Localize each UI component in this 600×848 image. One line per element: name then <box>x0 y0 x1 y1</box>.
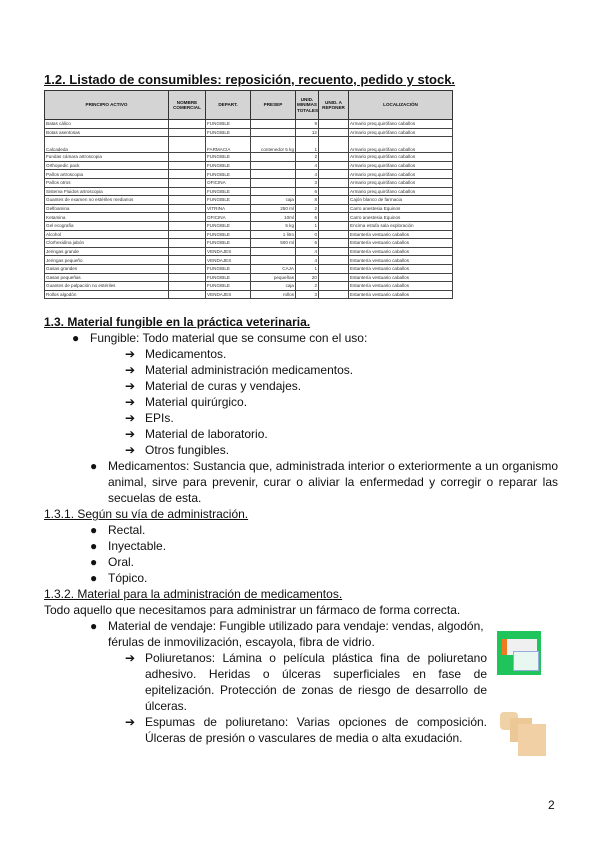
column-header: PRINCIPIO ACTIVO <box>45 91 169 120</box>
table-cell <box>169 247 206 256</box>
table-cell: Estantería vestuario caballos <box>349 282 453 291</box>
table-cell: Jeringas pequeño <box>45 256 169 265</box>
table-cell <box>319 204 349 213</box>
table-cell: VITRINA <box>206 204 251 213</box>
polyurethane-film-image <box>497 631 541 675</box>
bullet-fungible: ● Fungible: Todo material que se consume con el uso: <box>72 331 368 345</box>
table-row <box>45 256 453 265</box>
table-cell: Estantería vestuario caballos <box>349 290 453 299</box>
table-cell <box>169 196 206 205</box>
bullet-medicamentos: ● Medicamentos: Sustancia que, administrada interior o exteriormente a un organismo animal, sirve para prevenir, curar o aliviar la enfermedad y corregir o reparar las secuelas de esta. <box>90 459 558 505</box>
table-cell: Paños otros <box>45 178 169 187</box>
table-cell: 0 <box>296 230 319 239</box>
table-cell: FARMACIA <box>206 137 251 153</box>
table-cell: Ketamina <box>45 213 169 222</box>
table-cell: 250 ml <box>251 204 296 213</box>
table-row <box>45 196 453 205</box>
table-cell: Rollos algodón <box>45 290 169 299</box>
table-cell: Cajón blanco de farmacia <box>349 196 453 205</box>
table-cell: Paños artroscopia <box>45 170 169 179</box>
column-header: UNID. MINIMAS TOTALES <box>296 91 319 120</box>
table-cell: Botas asentosas <box>45 128 169 137</box>
table-cell: Armario preq.quirófano caballos <box>349 153 453 162</box>
table-cell <box>319 239 349 248</box>
table-row <box>45 120 453 129</box>
table-cell <box>169 204 206 213</box>
table-cell: Estantería vestuario caballos <box>349 256 453 265</box>
table-cell: contenedor 5 kg <box>251 137 296 153</box>
table-cell <box>169 256 206 265</box>
table-row <box>45 137 453 153</box>
table-cell <box>319 170 349 179</box>
table-cell: FUNGIBLE <box>206 239 251 248</box>
table-cell: FUNGIBLE <box>206 153 251 162</box>
table-cell: Guantes de examen no estériles medianos <box>45 196 169 205</box>
table-row <box>45 230 453 239</box>
table-cell: 9 <box>296 120 319 129</box>
table-row <box>45 239 453 248</box>
arrow-list-item: ➔ Material quirúrgico. <box>125 395 248 409</box>
table-cell: Gasas grandes <box>45 264 169 273</box>
column-header: LOCALIZACIÓN <box>349 91 453 120</box>
table-cell <box>169 273 206 282</box>
table-cell: FUNGIBLE <box>206 230 251 239</box>
table-cell: Armario preq.quirófano caballos <box>349 178 453 187</box>
bullet-list-item: ● Tópico. <box>90 571 148 585</box>
table-row <box>45 264 453 273</box>
table-cell: Jeringas grande <box>45 247 169 256</box>
table-cell: 4 <box>296 256 319 265</box>
table-cell: FUNGIBLE <box>206 187 251 196</box>
table-cell: 1 litro <box>251 230 296 239</box>
table-cell <box>251 170 296 179</box>
table-cell <box>319 247 349 256</box>
table-cell: Carro anestesia Equinos <box>349 204 453 213</box>
table-row <box>45 290 453 299</box>
table-cell: Armario preq.quirófano caballos <box>349 137 453 153</box>
table-cell: caja <box>251 196 296 205</box>
table-cell: Estantería vestuario caballos <box>349 247 453 256</box>
table-cell <box>251 128 296 137</box>
table-cell: 2 <box>296 204 319 213</box>
table-cell: Alcohol <box>45 230 169 239</box>
table-cell <box>169 137 206 153</box>
table-cell <box>169 230 206 239</box>
table-cell: Orthopedic pack <box>45 161 169 170</box>
table-cell: 3 <box>296 290 319 299</box>
table-cell <box>319 120 349 129</box>
section-heading-1-3-1: 1.3.1. Según su vía de administración. <box>44 507 249 521</box>
table-cell <box>169 239 206 248</box>
table-cell: VENDAJES <box>206 290 251 299</box>
table-cell: Estantería vestuario caballos <box>349 239 453 248</box>
column-header: UNID. A REPONER <box>319 91 349 120</box>
table-cell: Clorhexidina jabón <box>45 239 169 248</box>
table-cell: Batas cálico <box>45 120 169 129</box>
table-cell <box>319 137 349 153</box>
table-cell <box>169 161 206 170</box>
table-cell: 3 <box>296 178 319 187</box>
table-cell: FUNGIBLE <box>206 128 251 137</box>
table-cell <box>319 196 349 205</box>
table-cell <box>319 153 349 162</box>
table-cell: VENDAJES <box>206 247 251 256</box>
table-cell <box>251 256 296 265</box>
table-row <box>45 213 453 222</box>
bullet-list-item: ● Oral. <box>90 555 135 569</box>
table-cell <box>251 187 296 196</box>
table-cell <box>319 264 349 273</box>
table-cell: 6 <box>296 239 319 248</box>
table-cell: 20 <box>296 273 319 282</box>
table-cell <box>169 178 206 187</box>
table-row <box>45 178 453 187</box>
table-cell: OFICINA <box>206 213 251 222</box>
table-cell: Encima estufa sala exploración <box>349 221 453 230</box>
table-cell: FUNGIBLE <box>206 161 251 170</box>
bullet-list-item: ● Inyectable. <box>90 539 167 553</box>
arrow-list-item: ➔ EPIs. <box>125 411 174 425</box>
arrow-list-item: ➔ Material de curas y vendajes. <box>125 379 302 393</box>
table-row <box>45 187 453 196</box>
table-cell <box>319 290 349 299</box>
arrow-poliuretanos: ➔ Poliuretanos: Lámina o película plástica fina de poliuretano adhesivo. Heridas o úlceras superficiales en fase de epitelización. Protección de zonas de riesgo de desarrollo de úlceras. <box>125 651 487 713</box>
table-cell: Fundas cámara artroscopia <box>45 153 169 162</box>
table-cell <box>169 290 206 299</box>
table-cell: Estantería vestuario caballos <box>349 230 453 239</box>
table-cell <box>319 161 349 170</box>
intro-text: Todo aquello que necesitamos para administrar un fármaco de forma correcta. <box>44 603 461 617</box>
table-cell: 1 <box>296 221 319 230</box>
table-cell: Sistema Fluidos artroscopia <box>45 187 169 196</box>
table-cell <box>169 187 206 196</box>
consumables-table <box>44 90 453 299</box>
table-cell <box>319 221 349 230</box>
arrow-list-item: ➔ Medicamentos. <box>125 347 227 361</box>
table-cell: FUNGIBLE <box>206 221 251 230</box>
arrow-list-item: ➔ Material de laboratorio. <box>125 427 268 441</box>
table-row <box>45 161 453 170</box>
table-cell: FUNGIBLE <box>206 120 251 129</box>
table-cell: 500 ml <box>251 239 296 248</box>
table-cell: FUNGIBLE <box>206 170 251 179</box>
foam-dressing-image <box>498 710 548 760</box>
table-cell <box>319 282 349 291</box>
table-cell: 6 <box>296 187 319 196</box>
table-cell <box>319 230 349 239</box>
table-cell <box>319 273 349 282</box>
column-header: PRESEP <box>251 91 296 120</box>
table-cell <box>319 213 349 222</box>
table-cell <box>319 187 349 196</box>
table-cell: 4 <box>296 161 319 170</box>
table-cell: OFICINA <box>206 178 251 187</box>
column-header: DEPART. <box>206 91 251 120</box>
table-row <box>45 128 453 137</box>
table-cell: 6 <box>296 213 319 222</box>
table-cell: Armario preq.quirófano caballos <box>349 128 453 137</box>
table-row <box>45 153 453 162</box>
table-cell: FUNGIBLE <box>206 282 251 291</box>
table-cell: Armario preq.quirófano caballos <box>349 120 453 129</box>
table-cell: CAJA <box>251 264 296 273</box>
table-cell <box>251 178 296 187</box>
table-cell: Armario preq.quirófano caballos <box>349 161 453 170</box>
table-cell <box>251 161 296 170</box>
table-cell <box>169 153 206 162</box>
table-cell: 10ml <box>251 213 296 222</box>
table-cell <box>251 120 296 129</box>
table-cell <box>169 221 206 230</box>
table-row <box>45 204 453 213</box>
table-row <box>45 221 453 230</box>
table-cell: 2 <box>296 153 319 162</box>
bullet-list-item: ● Rectal. <box>90 523 146 537</box>
column-header: NOMBRE COMERCIAL <box>169 91 206 120</box>
table-cell <box>319 256 349 265</box>
page-number: 2 <box>548 798 555 812</box>
section-heading-1-2: 1.2. Listado de consumibles: reposición, recuento, pedido y stock. <box>44 72 456 87</box>
table-cell <box>169 213 206 222</box>
table-cell: pequeñas <box>251 273 296 282</box>
table-cell <box>169 170 206 179</box>
table-header-row <box>45 91 453 120</box>
table-cell: 1 <box>296 264 319 273</box>
table-cell: 1 <box>296 137 319 153</box>
table-cell <box>169 120 206 129</box>
table-cell: 5 kg <box>251 221 296 230</box>
table-row <box>45 273 453 282</box>
table-cell: 4 <box>296 170 319 179</box>
table-cell: 2 <box>296 282 319 291</box>
table-cell: Gel ecografía <box>45 221 169 230</box>
table-cell: FUNGIBLE <box>206 196 251 205</box>
table-cell <box>319 128 349 137</box>
table-cell: rollos <box>251 290 296 299</box>
arrow-list-item: ➔ Otros fungibles. <box>125 443 230 457</box>
table-cell: Guantes de palpación no estériles <box>45 282 169 291</box>
arrow-list-item: ➔ Material administración medicamentos. <box>125 363 354 377</box>
table-cell <box>251 153 296 162</box>
table-cell: Carro anestesia Equinos <box>349 213 453 222</box>
table-cell: Estantería vestuario caballos <box>349 264 453 273</box>
table-cell: Calcadeda <box>45 137 169 153</box>
table-cell: Estantería vestuario caballos <box>349 273 453 282</box>
table-cell: 8 <box>296 196 319 205</box>
bullet-vendaje: ● Material de vendaje: Fungible utilizado para vendaje: vendas, algodón, férulas de inmovilización, escayola, fibra de vidrio. <box>90 619 484 649</box>
table-cell: FUNGIBLE <box>206 264 251 273</box>
section-heading-1-3: 1.3. Material fungible en la práctica veterinaria. <box>44 315 311 329</box>
table-cell: VENDAJES <box>206 256 251 265</box>
table-cell: Gasas pequeñas <box>45 273 169 282</box>
section-heading-1-3-2: 1.3.2. Material para la administración de medicamentos. <box>44 587 343 601</box>
table-cell <box>169 282 206 291</box>
table-cell: Armario preq.quirófano caballos <box>349 187 453 196</box>
table-cell <box>169 264 206 273</box>
table-cell: 12 <box>296 128 319 137</box>
table-cell <box>319 178 349 187</box>
table-cell: caja <box>251 282 296 291</box>
table-row <box>45 170 453 179</box>
table-cell <box>169 128 206 137</box>
table-cell: Armario preq.quirófano caballos <box>349 170 453 179</box>
arrow-espumas: ➔ Espumas de poliuretano: Varias opciones de composición. Úlceras de presión o vasculares de media o alta exudación. <box>125 715 487 745</box>
table-cell: FUNGIBLE <box>206 273 251 282</box>
table-cell: 4 <box>296 247 319 256</box>
table-row <box>45 282 453 291</box>
table-row <box>45 247 453 256</box>
table-cell <box>251 247 296 256</box>
table-cell: Gelfoamina <box>45 204 169 213</box>
